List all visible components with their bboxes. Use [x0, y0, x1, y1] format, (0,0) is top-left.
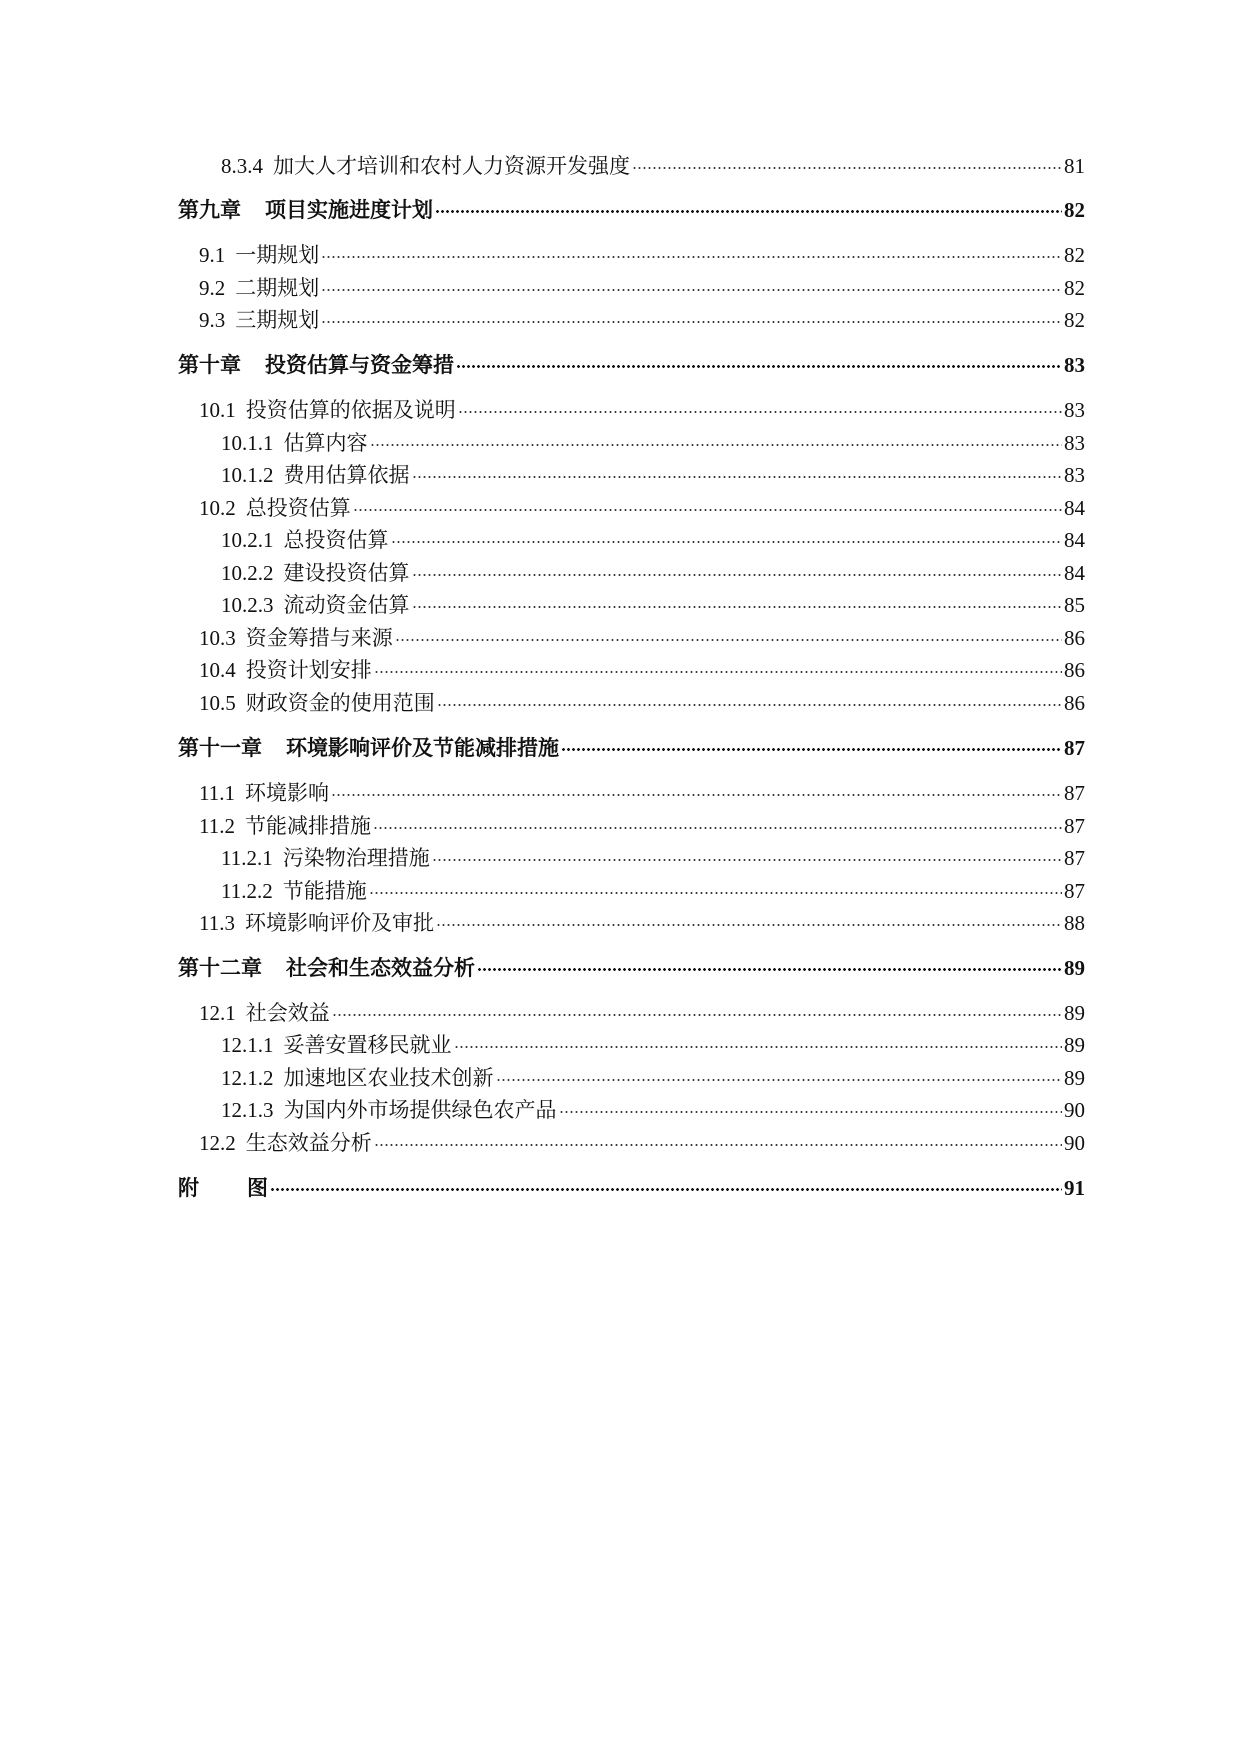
toc-entry-page: 87: [1064, 879, 1085, 903]
toc-entry-number: 8.3.4: [221, 154, 263, 178]
toc-entry-10-1-2[interactable]: [221, 461, 1085, 489]
toc-entry-page: 82: [1064, 276, 1085, 300]
toc-entry-title: 污染物治理措施: [282, 846, 430, 870]
toc-entry-9-1[interactable]: [199, 241, 1085, 269]
dot-leader: [370, 444, 1063, 446]
toc-entry-title: 财政资金的使用范围: [245, 691, 435, 715]
dot-leader: [561, 748, 1062, 751]
toc-entry-8-3-4[interactable]: [221, 152, 1085, 180]
toc-entry-title: 加大人才培训和农村人力资源开发强度: [273, 154, 630, 178]
toc-entry-number: 10.3: [199, 626, 236, 650]
toc-entry-title: 总投资估算: [245, 496, 351, 520]
toc-entry-9-2[interactable]: [199, 274, 1085, 302]
toc-entry-number: 11.2.1: [221, 846, 273, 870]
toc-entry-number: 9.1: [199, 243, 226, 267]
toc-entry-page: 90: [1064, 1098, 1085, 1122]
toc-entry-page: 89: [1064, 1001, 1085, 1025]
dot-leader: [374, 1144, 1062, 1146]
toc-entry-page: 85: [1064, 593, 1085, 617]
toc-chapter-title: 图: [247, 1176, 268, 1200]
toc-entry-11-1[interactable]: [199, 779, 1085, 807]
toc-entry-number: 11.1: [199, 781, 235, 805]
toc-entry-number: 12.1.2: [221, 1066, 274, 1090]
toc-entry-title: 节能减排措施: [244, 814, 371, 838]
toc-entry-title: 流动资金估算: [283, 593, 410, 617]
toc-entry-title: 生态效益分析: [245, 1131, 372, 1155]
toc-entry-title: 环境影响评价及审批: [244, 911, 434, 935]
toc-entry-number: 12.1.1: [221, 1033, 274, 1057]
toc-entry-page: 82: [1064, 308, 1085, 332]
toc-entry-page: 89: [1064, 1033, 1085, 1057]
dot-leader: [632, 167, 1062, 169]
toc-entry-number: 11.3: [199, 911, 235, 935]
toc-entry-9-3[interactable]: [199, 306, 1085, 334]
toc-entry-10-2-2[interactable]: [221, 559, 1085, 587]
dot-leader: [437, 704, 1062, 706]
dot-leader: [432, 859, 1062, 861]
toc-chapter-number: 第十章: [178, 353, 241, 377]
toc-entry-page: 87: [1064, 781, 1085, 805]
toc-entry-12-1-3[interactable]: [221, 1096, 1085, 1124]
dot-leader: [321, 289, 1062, 291]
dot-leader: [332, 1014, 1062, 1016]
dot-leader: [412, 476, 1063, 478]
toc-entry-page: 82: [1064, 243, 1085, 267]
toc-entry-page: 81: [1064, 154, 1085, 178]
toc-entry-page: 87: [1064, 736, 1085, 760]
dot-leader: [391, 541, 1063, 543]
dot-leader: [477, 968, 1062, 971]
toc-entry-page: 83: [1064, 398, 1085, 422]
toc-entry-number: 11.2: [199, 814, 235, 838]
toc-appendix-figures[interactable]: [178, 1174, 1085, 1202]
toc-entry-title: 估算内容: [283, 431, 368, 455]
toc-entry-page: 84: [1064, 528, 1085, 552]
toc-chapter-title: 环境影响评价及节能减排措施: [286, 736, 559, 760]
toc-entry-title: 环境影响: [244, 781, 329, 805]
toc-entry-page: 88: [1064, 911, 1085, 935]
dot-leader: [369, 892, 1062, 894]
toc-entry-number: 10.5: [199, 691, 236, 715]
toc-entry-10-2-3[interactable]: [221, 591, 1085, 619]
toc-entry-title: 资金筹措与来源: [245, 626, 393, 650]
toc-entry-10-1-1[interactable]: [221, 429, 1085, 457]
toc-entry-title: 一期规划: [235, 243, 320, 267]
dot-leader: [412, 606, 1063, 608]
toc-chapter-title: 项目实施进度计划: [265, 198, 433, 222]
toc-entry-page: 84: [1064, 561, 1085, 585]
dot-leader: [456, 365, 1062, 368]
toc-entry-number: 10.2.2: [221, 561, 274, 585]
dot-leader: [496, 1079, 1063, 1081]
dot-leader: [454, 1046, 1063, 1048]
dot-leader: [374, 671, 1062, 673]
toc-entry-page: 89: [1064, 956, 1085, 980]
toc-entry-number: 9.3: [199, 308, 226, 332]
dot-leader: [331, 794, 1062, 796]
toc-entry-10-5[interactable]: [199, 689, 1085, 717]
dot-leader: [412, 574, 1063, 576]
toc-entry-page: 90: [1064, 1131, 1085, 1155]
toc-entry-number: 12.2: [199, 1131, 236, 1155]
toc-entry-title: 三期规划: [235, 308, 320, 332]
toc-chapter-number: 第十二章: [178, 956, 262, 980]
toc-chapter-title: 投资估算与资金筹措: [265, 353, 454, 377]
toc-entry-10-3[interactable]: [199, 624, 1085, 652]
toc-chapter-12[interactable]: [178, 954, 1085, 982]
toc-entry-12-2[interactable]: [199, 1129, 1085, 1157]
toc-entry-title: 为国内外市场提供绿色农产品: [283, 1098, 557, 1122]
toc-entry-number: 10.2: [199, 496, 236, 520]
toc-entry-11-2-2[interactable]: [221, 877, 1085, 905]
toc-entry-page: 86: [1064, 626, 1085, 650]
toc-entry-11-2[interactable]: [199, 812, 1085, 840]
toc-entry-number: 10.2.3: [221, 593, 274, 617]
toc-entry-title: 二期规划: [235, 276, 320, 300]
toc-entry-10-2[interactable]: [199, 494, 1085, 522]
toc-entry-page: 84: [1064, 496, 1085, 520]
toc-entry-title: 社会效益: [245, 1001, 330, 1025]
toc-chapter-10[interactable]: [178, 351, 1085, 379]
toc-chapter-11[interactable]: [178, 734, 1085, 762]
dot-leader: [321, 321, 1062, 323]
dot-leader: [373, 827, 1062, 829]
dot-leader: [559, 1111, 1063, 1113]
toc-entry-number: 11.2.2: [221, 879, 273, 903]
toc-entry-number: 12.1.3: [221, 1098, 274, 1122]
toc-entry-title: 节能措施: [282, 879, 367, 903]
toc-entry-11-3[interactable]: [199, 909, 1085, 937]
dot-leader: [353, 509, 1062, 511]
toc-entry-page: 91: [1064, 1176, 1085, 1200]
toc-chapter-title: 社会和生态效益分析: [286, 956, 475, 980]
toc-entry-title: 总投资估算: [283, 528, 389, 552]
dot-leader: [270, 1188, 1062, 1191]
toc-entry-page: 87: [1064, 846, 1085, 870]
toc-entry-number: 9.2: [199, 276, 226, 300]
toc-chapter-number: 附: [178, 1176, 199, 1200]
toc-entry-title: 费用估算依据: [283, 463, 410, 487]
toc-entry-title: 妥善安置移民就业: [283, 1033, 452, 1057]
toc-entry-number: 10.4: [199, 658, 236, 682]
dot-leader: [435, 210, 1062, 213]
toc-entry-page: 83: [1064, 353, 1085, 377]
toc-entry-12-1-2[interactable]: [221, 1064, 1085, 1092]
toc-entry-number: 10.2.1: [221, 528, 274, 552]
toc-entry-11-2-1[interactable]: [221, 844, 1085, 872]
toc-entry-10-2-1[interactable]: [221, 526, 1085, 554]
toc-entry-10-4[interactable]: [199, 656, 1085, 684]
toc-entry-page: 86: [1064, 691, 1085, 715]
toc-entry-12-1-1[interactable]: [221, 1031, 1085, 1059]
toc-entry-12-1[interactable]: [199, 999, 1085, 1027]
toc-entry-number: 10.1.1: [221, 431, 274, 455]
toc-entry-page: 87: [1064, 814, 1085, 838]
dot-leader: [321, 256, 1062, 258]
dot-leader: [458, 411, 1062, 413]
toc-entry-page: 86: [1064, 658, 1085, 682]
toc-entry-page: 89: [1064, 1066, 1085, 1090]
toc-entry-title: 建设投资估算: [283, 561, 410, 585]
toc-entry-title: 投资计划安排: [245, 658, 372, 682]
toc-entry-page: 83: [1064, 431, 1085, 455]
toc-entry-number: 10.1.2: [221, 463, 274, 487]
toc-entry-title: 投资估算的依据及说明: [245, 398, 456, 422]
toc-chapter-number: 第十一章: [178, 736, 262, 760]
toc-entry-number: 10.1: [199, 398, 236, 422]
dot-leader: [395, 639, 1062, 641]
toc-chapter-number: 第九章: [178, 198, 241, 222]
toc-entry-page: 82: [1064, 198, 1085, 222]
toc-entry-10-1[interactable]: [199, 396, 1085, 424]
toc-entry-page: 83: [1064, 463, 1085, 487]
toc-chapter-9[interactable]: [178, 196, 1085, 224]
dot-leader: [436, 924, 1062, 926]
toc-entry-title: 加速地区农业技术创新: [283, 1066, 494, 1090]
toc-entry-number: 12.1: [199, 1001, 236, 1025]
